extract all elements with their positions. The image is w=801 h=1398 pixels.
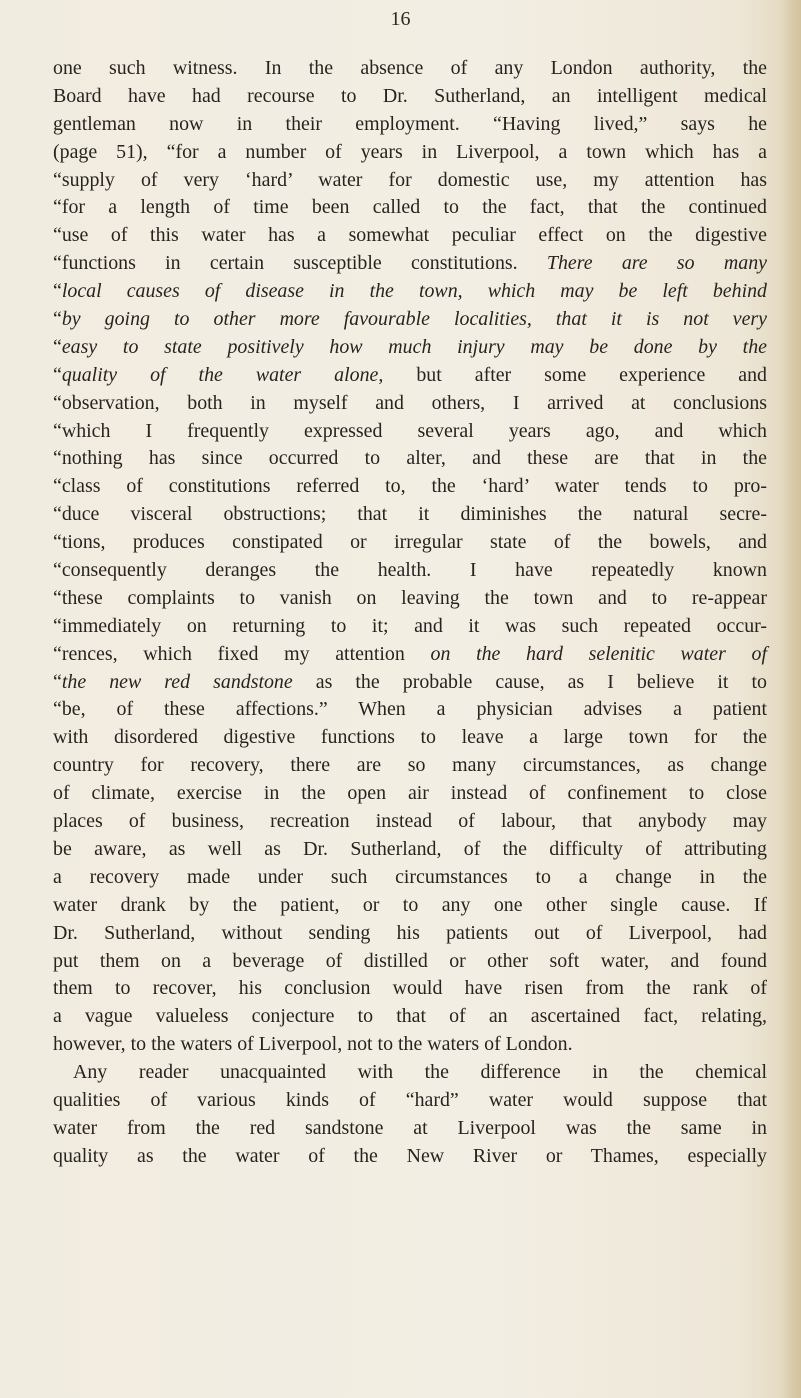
text-line xyxy=(53,362,767,390)
text-segment: “which I frequently expressed several years ago, and which xyxy=(53,419,767,442)
text-line xyxy=(53,222,767,250)
text-line xyxy=(53,250,767,278)
text-segment: “supply of very ‘hard’ water for domestic use, my attention has xyxy=(53,168,767,191)
text-segment: a recovery made under such circumstances to a change in the xyxy=(53,865,767,888)
italic-text: quality of the water alone, xyxy=(61,363,384,386)
text-segment: “ xyxy=(53,335,62,358)
page-number: 16 xyxy=(390,8,411,30)
text-segment: Any reader unacquainted with the difference in the chemical xyxy=(73,1061,767,1084)
text-line xyxy=(53,1031,767,1059)
text-segment: one such witness. In the absence of any London authority, the xyxy=(53,57,767,79)
text-line xyxy=(53,1087,767,1115)
page-edge-shadow xyxy=(783,0,801,1398)
italic-text: local causes of disease in the town, which may be left behind xyxy=(61,280,767,303)
text-line xyxy=(53,1143,767,1171)
text-segment: “ xyxy=(53,670,62,693)
text-line xyxy=(53,836,767,864)
text-segment: “ xyxy=(53,280,62,303)
text-line xyxy=(53,83,767,111)
text-line xyxy=(53,445,767,473)
text-line xyxy=(53,306,767,334)
text-segment: quality as the water of the New River or Thames, especially xyxy=(53,1144,767,1167)
text-segment: “rences, which fixed my attention xyxy=(53,642,431,665)
text-segment: “class of constitutions referred to, the ‘hard’ water tends to pro- xyxy=(53,475,767,498)
text-segment: “duce visceral obstructions; that it diminishes the natural secre- xyxy=(53,503,767,526)
text-line xyxy=(53,724,767,752)
text-segment: put them on a beverage of distilled or other soft water, and found xyxy=(53,949,767,972)
text-line xyxy=(53,892,767,920)
text-segment: “tions, produces constipated or irregular state of the bowels, and xyxy=(53,531,767,554)
text-line xyxy=(53,864,767,892)
text-line xyxy=(53,1115,767,1143)
text-segment: a vague valueless conjecture to that of an ascertained fact, relating, xyxy=(53,1005,767,1028)
italic-text: by going to other more favourable localities, that it is not very xyxy=(61,308,767,331)
body-text xyxy=(53,55,767,1171)
text-segment: qualities of various kinds of “hard” water would suppose that xyxy=(53,1088,767,1111)
text-segment: of climate, exercise in the open air instead of confinement to close xyxy=(53,782,767,805)
text-line xyxy=(53,334,767,362)
text-segment: be aware, as well as Dr. Sutherland, of the difficulty of attributing xyxy=(53,837,767,860)
text-line xyxy=(53,278,767,306)
text-line xyxy=(53,1003,767,1031)
text-segment: (page 51), “for a number of years in Liverpool, a town which has a xyxy=(53,140,767,163)
text-segment: “immediately on returning to it; and it was such repeated occur- xyxy=(53,614,767,637)
text-segment: as the probable cause, as I believe it to xyxy=(292,670,767,693)
text-segment: Board have had recourse to Dr. Sutherland, an intelligent medical xyxy=(53,84,767,107)
text-line xyxy=(53,948,767,976)
text-line xyxy=(53,167,767,195)
text-line xyxy=(53,473,767,501)
text-line xyxy=(53,696,767,724)
italic-text: easy to state positively how much injury may be done by the xyxy=(61,335,767,358)
text-line xyxy=(53,390,767,418)
text-line xyxy=(53,501,767,529)
text-segment: however, to the waters of Liverpool, not to the waters of London. xyxy=(53,1033,573,1056)
text-segment: “for a length of time been called to the fact, that the continued xyxy=(53,196,767,219)
text-segment: “functions in certain susceptible constitutions. xyxy=(53,252,547,275)
text-segment: but after some experience and xyxy=(383,363,767,386)
text-segment: “observation, both in myself and others, I arrived at conclusions xyxy=(53,391,767,414)
text-segment: “be, of these affections.” When a physician advises a patient xyxy=(53,698,767,721)
text-segment: “these complaints to vanish on leaving the town and to re-appear xyxy=(53,586,767,609)
text-line xyxy=(53,975,767,1003)
text-segment: “nothing has since occurred to alter, and these are that in the xyxy=(53,447,767,470)
text-segment: “ xyxy=(53,308,62,331)
text-line xyxy=(53,111,767,139)
text-line xyxy=(53,613,767,641)
text-line xyxy=(53,139,767,167)
text-line xyxy=(53,194,767,222)
text-segment: water drank by the patient, or to any one other single cause. If xyxy=(53,893,767,916)
italic-text: on the hard selenitic water of xyxy=(430,642,767,665)
text-segment: “use of this water has a somewhat peculiar effect on the digestive xyxy=(53,224,767,247)
text-line xyxy=(53,780,767,808)
text-line xyxy=(53,1059,767,1087)
text-line xyxy=(53,641,767,669)
text-line xyxy=(53,418,767,446)
italic-text: There are so many xyxy=(546,252,767,275)
text-segment: with disordered digestive functions to leave a large town for the xyxy=(53,726,767,749)
italic-text: the new red sandstone xyxy=(61,670,293,693)
text-segment: “ xyxy=(53,363,62,386)
text-line xyxy=(53,808,767,836)
text-segment: water from the red sandstone at Liverpool was the same in xyxy=(53,1116,767,1139)
text-line xyxy=(53,920,767,948)
text-segment: “consequently deranges the health. I have repeatedly known xyxy=(53,559,767,582)
text-line xyxy=(53,55,767,83)
text-segment: Dr. Sutherland, without sending his patients out of Liverpool, had xyxy=(53,921,767,944)
text-line xyxy=(53,529,767,557)
text-line xyxy=(53,752,767,780)
text-line xyxy=(53,585,767,613)
text-segment: them to recover, his conclusion would have risen from the rank of xyxy=(53,977,767,1000)
text-line xyxy=(53,669,767,697)
text-segment: places of business, recreation instead of labour, that anybody may xyxy=(53,810,767,833)
text-segment: country for recovery, there are so many circumstances, as change xyxy=(53,754,767,777)
text-segment: gentleman now in their employment. “Having lived,” says he xyxy=(53,112,767,135)
text-line xyxy=(53,557,767,585)
